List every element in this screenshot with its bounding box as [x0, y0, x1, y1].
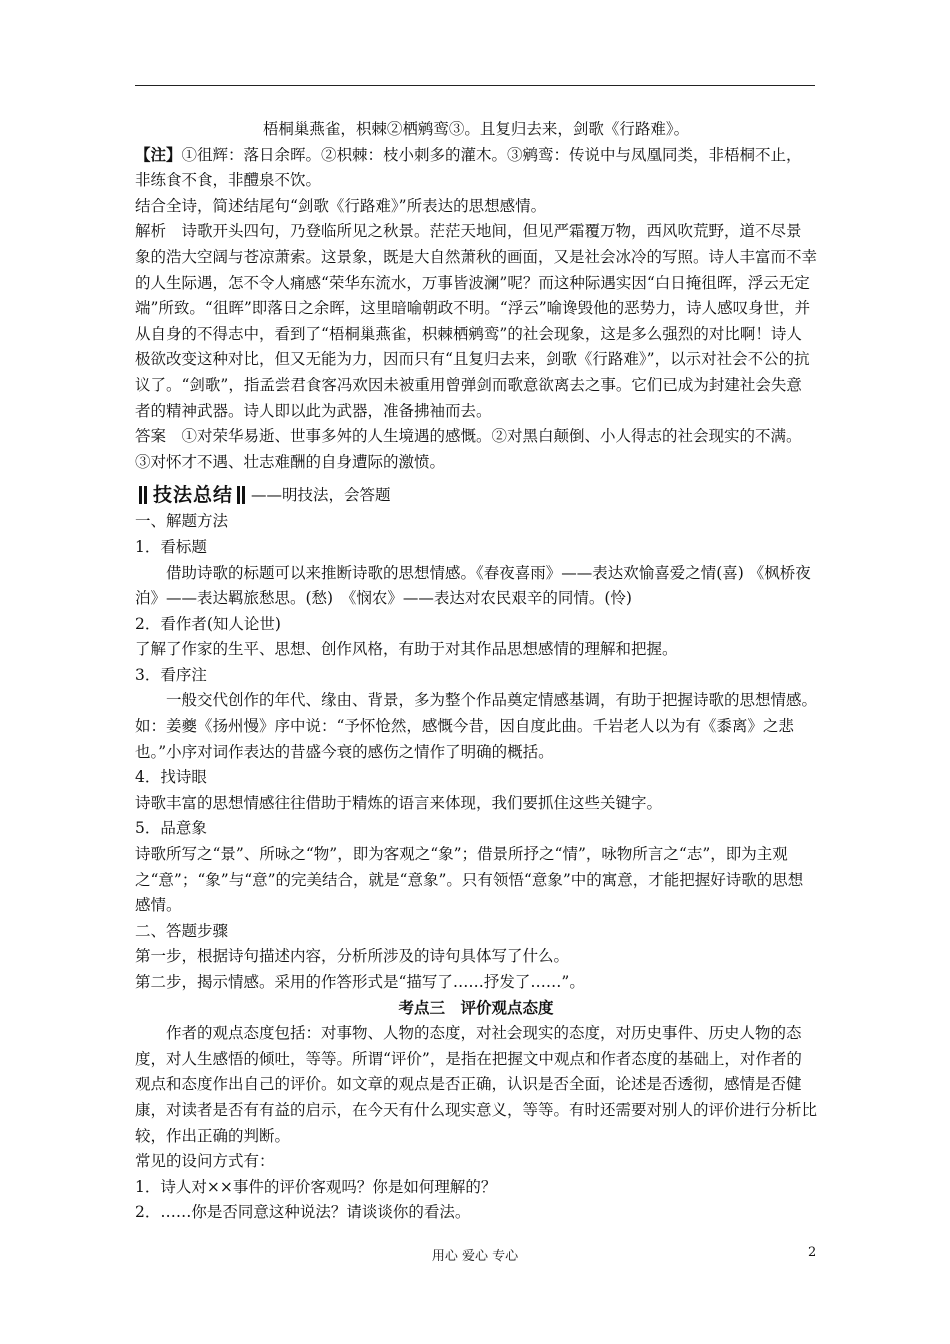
analysis-paragraph — [135, 219, 817, 424]
method-1-text: 借助诗歌的标题可以来推断诗歌的思想情感。《春夜喜雨》——表达欢愉喜爱之情(喜) 《枫桥夜泊》——表达羁旅愁思。(愁) 《悯农》——表达对农民艰辛的同情。(怜) — [135, 563, 811, 608]
note-text: ①徂辉：落日余晖。②枳棘：枝小刺多的灌木。③鹓鸾：传说中与凤凰同类，非梧桐不止，非练食不食，非醴泉不饮。 — [135, 145, 802, 190]
point3-title: 考点三 评价观点态度 — [398, 998, 554, 1017]
step-1: 第一步，根据诗句描述内容，分析所涉及的诗句具体写了什么。 — [135, 947, 570, 966]
point3-intro: 作者的观点态度包括：对事物、人物的态度，对社会现实的态度，对历史事件、历史人物的态度，对人生感悟的倾吐，等等。所谓“评价”，是指在把握文中观点和作者态度的基础上，对作者的观点和态度作出自己的评价。如文章的观点是否正确，认识是否全面，论述是否透彻，感情是否健康，对读者是否有有益的启示，在今天有什么现实意义，等等。有时还需要对别人的评价进行分析比较，作出正确的判断。 — [135, 1024, 818, 1145]
method-3-text: 一般交代创作的年代、缘由、背景，多为整个作品奠定情感基调，有助于把握诗歌的思想情感。如：姜夔《扬州慢》序中说：“予怀怆然，感慨今昔，因自度此曲。千岩老人以为有《黍离》之悲也。”小序对词作表达的昔盛今衰的感伤之情作了明确的概括。 — [135, 691, 818, 761]
question-forms-heading: 常见的设问方式有： — [135, 1152, 275, 1171]
methods-heading: 一、解题方法 — [135, 512, 229, 531]
method-2-text: 了解了作家的生平、思想、创作风格，有助于对其作品思想感情的理解和把握。 — [135, 640, 678, 659]
method-4-text: 诗歌丰富的思想情感往往借助于精炼的语言来体现，我们要抓住这些关键字。 — [135, 793, 663, 812]
answer-paragraph — [135, 424, 817, 475]
answer-text: ①对荣华易逝、世事多舛的人生境遇的感慨。②对黑白颠倒、小人得志的社会现实的不满。③对怀才不遇、壮志难酬的自身遭际的激愤。 — [135, 427, 802, 471]
section-subtitle: ——明技法，会答题 — [251, 485, 391, 504]
method-2-title: 2．看作者(知人论世) — [135, 614, 281, 633]
method-1-title: 1．看标题 — [135, 537, 207, 556]
method-5-text: 诗歌所写之“景”、所咏之“物”，即为客观之“象”；借景所抒之“情”，咏物所言之“志”，即为主观之“意”；“象”与“意”的完美结合，就是“意象”。只有领悟“意象”中的寓意，才能把握好诗歌的思想感情。 — [135, 845, 804, 915]
section-bar-left-icon — [139, 486, 149, 504]
note-label: 【注】 — [135, 145, 182, 164]
page-number: 2 — [808, 1245, 817, 1260]
answer-label: 答案 — [135, 427, 167, 446]
header-rule — [135, 85, 815, 86]
steps-heading: 二、答题步骤 — [135, 921, 229, 940]
method-3-title: 3．看序注 — [135, 665, 207, 684]
section-header — [135, 481, 817, 509]
analysis-text: 诗歌开头四句，乃登临所见之秋景。茫茫天地间，但见严霜覆万物，西风吹荒野，道不尽景象的浩大空阔与苍凉萧索。这景象，既是大自然萧秋的画面，又是社会冰冷的写照。诗人丰富而不幸的人生际遇，怎不令人痛感“荣华东流水，万事皆波澜”呢？而这种际遇实因“白日掩徂晖，浮云无定端”所致。“徂晖”即落日之余晖，这里暗喻朝政不明。“浮云”喻谗毁他的恶势力，诗人感叹身世，并从自身的不得志中，看到了“梧桐巢燕雀，枳棘栖鹓鸾”的社会现象，这是多么强烈的对比啊！诗人极欲改变这种对比，但又无能为力，因而只有“且复归去来，剑歌《行路难》”，以示对社会不公的抗议了。“剑歌”，指孟尝君食客冯欢因未被重用曾弹剑而歌意欲离去之事。它们已成为封建社会失意者的精神武器。诗人即以此为武器，准备拂袖而去。 — [135, 222, 818, 420]
question-text: 结合全诗，简述结尾句“剑歌《行路难》”所表达的思想感情。 — [135, 196, 547, 215]
method-5-title: 5．品意象 — [135, 819, 207, 838]
step-2: 第二步，揭示情感。采用的作答形式是“描写了……抒发了……”。 — [135, 973, 585, 991]
note-paragraph — [135, 143, 817, 194]
poem-line: 梧桐巢燕雀，枳棘②栖鹓鸾③。且复归去来，剑歌《行路难》。 — [262, 120, 690, 138]
section-bar-right-icon — [237, 486, 247, 504]
analysis-label: 解析 — [135, 222, 167, 241]
method-4-title: 4．找诗眼 — [135, 768, 207, 787]
footer-motto: 用心 爱心 专心 — [431, 1249, 519, 1264]
document-body — [135, 117, 817, 1226]
question-form-2: 2．……你是否同意这种说法？请谈谈你的看法。 — [135, 1203, 471, 1222]
section-title: 技法总结 — [153, 483, 234, 506]
question-form-1: 1．诗人对××事件的评价客观吗？你是如何理解的？ — [135, 1177, 497, 1196]
